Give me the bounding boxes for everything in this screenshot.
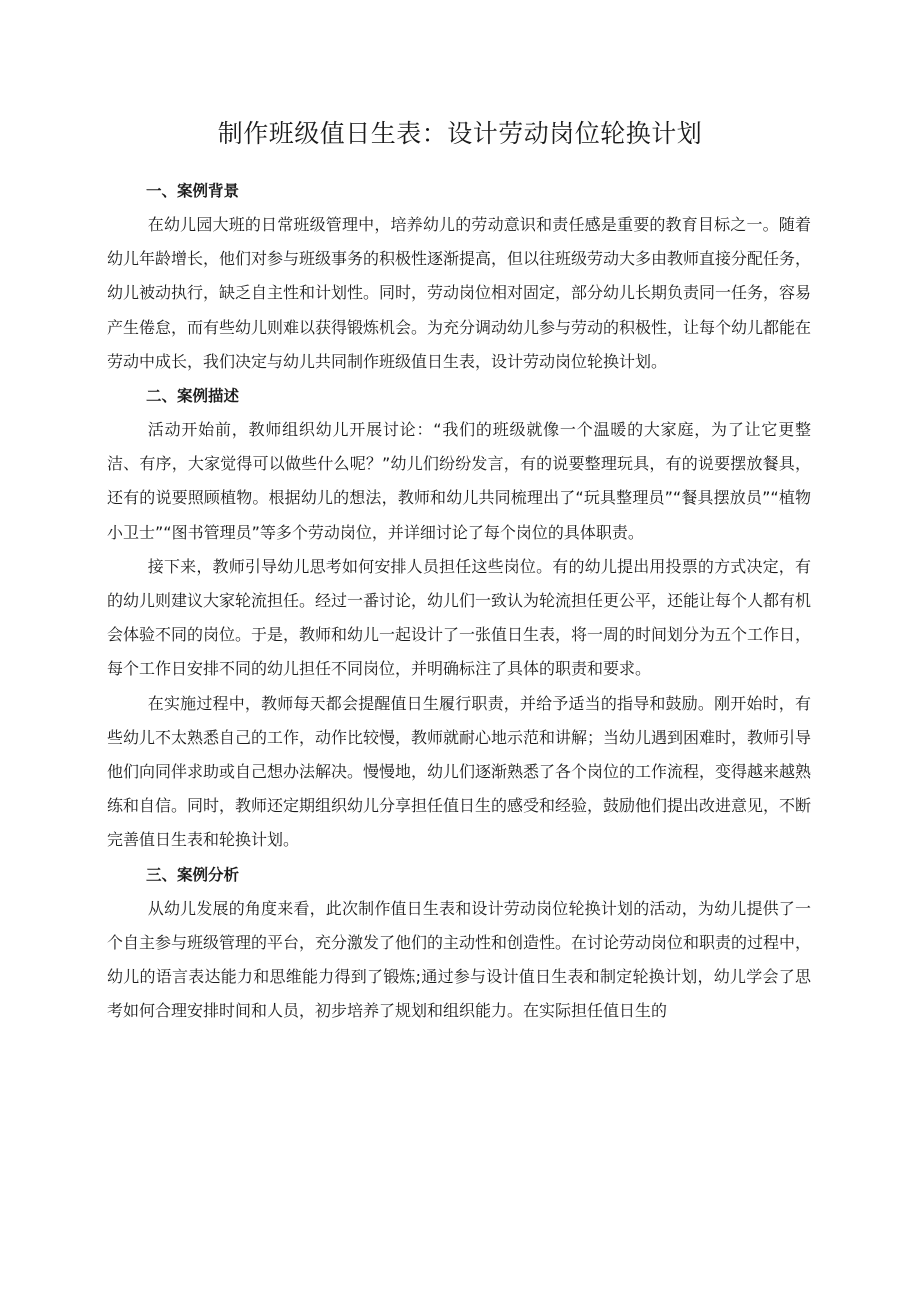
paragraph: 活动开始前，教师组织幼儿开展讨论：“我们的班级就像一个温暖的大家庭，为了让它更整洁、有序，大家觉得可以做些什么呢？”幼儿们纷纷发言，有的说要整理玩具，有的说要摆放餐具，还有的说要照顾植物。根据幼儿的想法，教师和幼儿共同梳理出了“玩具整理员”“餐具摆放员”“植物小卫士”“图书管理员”等多个劳动岗位，并详细讨论了每个岗位的具体职责。 — [107, 420, 811, 542]
section-heading: 二、案例描述 — [146, 387, 240, 406]
paragraph: 在实施过程中，教师每天都会提醒值日生履行职责，并给予适当的指导和鼓励。刚开始时，有些幼儿不太熟悉自己的工作，动作比较慢，教师就耐心地示范和讲解；当幼儿遇到困难时，教师引导他们向同伴求助或自己想办法解决。慢慢地，幼儿们逐渐熟悉了各个岗位的工作流程，变得越来越熟练和自信。同时，教师还定期组织幼儿分享担任值日生的感受和经验，鼓励他们提出改进意见，不断完善值日生表和轮换计划。 — [107, 693, 812, 850]
section-heading: 三、案例分析 — [146, 865, 240, 884]
paragraph: 从幼儿发展的角度来看，此次制作值日生表和设计劳动岗位轮换计划的活动，为幼儿提供了一个自主参与班级管理的平台，充分激发了他们的主动性和创造性。在讨论劳动岗位和职责的过程中，幼儿的语言表达能力和思维能力得到了锻炼;通过参与设计值日生表和制定轮换计划，幼儿学会了思考如何合理安排时间和人员，初步培养了规划和组织能力。在实际担任值日生的 — [107, 898, 812, 1021]
section-background — [107, 174, 811, 379]
paragraph: 接下来，教师引导幼儿思考如何安排人员担任这些岗位。有的幼儿提出用投票的方式决定，有的幼儿则建议大家轮流担任。经过一番讨论，幼儿们一致认为轮流担任更公平，还能让每个人都有机会体验不同的岗位。于是，教师和幼儿一起设计了一张值日生表，将一周的时间划分为五个工作日，每个工作日安排不同的幼儿担任不同岗位，并明确标注了具体的职责和要求。 — [107, 556, 812, 679]
section-analysis — [107, 858, 811, 1029]
section-heading: 一、案例背景 — [146, 182, 240, 200]
document-title: 制作班级值日生表：设计劳动岗位轮换计划 — [217, 119, 703, 148]
paragraph: 在幼儿园大班的日常班级管理中，培养幼儿的劳动意识和责任感是重要的教育目标之一。随着幼儿年龄增长，他们对参与班级事务的积极性逐渐提高，但以往班级劳动大多由教师直接分配任务，幼儿被动执行，缺乏自主性和计划性。同时，劳动岗位相对固定，部分幼儿长期负责同一任务，容易产生倦怠，而有些幼儿则难以获得锻炼机会。为充分调动幼儿参与劳动的积极性，让每个幼儿都能在劳动中成长，我们决定与幼儿共同制作班级值日生表，设计劳动岗位轮换计划。 — [107, 215, 812, 371]
section-description — [107, 379, 811, 858]
document-body — [107, 174, 811, 1028]
